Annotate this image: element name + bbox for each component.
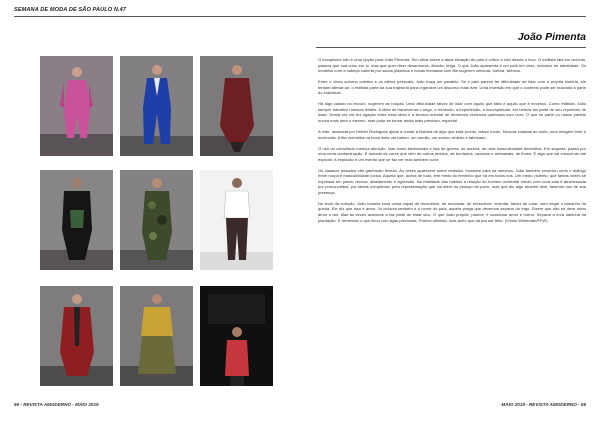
- article-paragraph-1: O escapismo não é uma opção para João Pimenta. Seu olhar sobre a atual situação do país é crítico e não desvia o foco. O estilista fala em ciclonia, palavra que sua criou em si, mas que quer dizer desarmonia, divisão, briga. O que João apresenta é um país em crise, inclusive de identidade. Os modelos com a cabeça coberta por sacos plásticos e bocas fechadas com fita sugerem censura, tortura, silêncio.: [318, 57, 586, 74]
- header-bar: [14, 6, 586, 18]
- runway-photo-5: [120, 170, 193, 270]
- header-divider: [14, 16, 586, 17]
- article-paragraph-2: Entre o clima soturno coletivo e os afetos pessoais, João traça um paralelo. Se o país parece ter dificuldade de lidar com a própria história, ele tentam alienar-se, o estilista parte da sua trajetória para organizar um discurso mais livre. Uma inversão em que o contexto pode ser buscado a partir do individual.: [318, 79, 586, 96]
- runway-look-burgundy-icon: [200, 56, 273, 156]
- runway-photo-grid: [40, 56, 280, 386]
- article-paragraph-6: Os casacos pesados vão ganhando leveza. Às vezes aparecem sobre vestidos, inclusive para os meninos. João também encerrou cedo o diálogo entre roupa e masculinidade tóxica. Aquela que, acima de tudo, tem medo do feminino que há em todos nós. Um medo violento, que tantas vezes se expressa em piada, recusa, afastamento e agressão. Na realidade das hábitos a relação do homem ocidental médio com uma saia é atravessada por preconceitos, por ideias complexas, pela representação que vai além do pedaço de pano, mas que diz algo através dele, fazendo uso de sua presença.: [318, 167, 586, 195]
- runway-photo-7: [40, 286, 113, 386]
- footer-left-page-label: 56 - REVISTA AMODERNO - MAIO 2019: [14, 402, 99, 407]
- title-divider: [316, 47, 586, 48]
- article-paragraph-7: No texto da coleção, João nomeia essa coisa capaz de reconstruir, de reconstar, de reescrever, inventar, talvez de curar, sem negar o tamanho da queda. Ele diz que isso é amor. Já ciclonia também é o nome do país, aquela praga que devemos separar do trigo. Dizem que não se deve rimar amor e dor. Mas às vezes acontece a faz parte do estar vivo. O que João propõe, parece, é ocasionar amor e horror. Separar a erva daninha da plantação. E remendar o que ficou com ligas preciosas. Parece otimista, mas acho que dá pra ser feito. (Vivian Whiteman/FFW): [318, 200, 586, 223]
- runway-look-blue-icon: [120, 56, 193, 156]
- article-paragraph-5: O uso do camuflado mereça atenção. Nas cores tradicionais e fala de guerra, de dureza, de uma masculinidade destrutiva. Em seguida, passa por uma certa contaminação. É tomado de cores que vêm de outros tecidos, de bordados, vazados e artesanais, de flores. É algo que vai crescendo até explodir. A explosão é um evento que se faz ver mas também ouvir.: [318, 145, 586, 162]
- runway-photo-8: [120, 286, 193, 386]
- runway-photo-1: [40, 56, 113, 156]
- article-paragraph-3: Há algo calado no escuro, sugerem as roupas. Uma dificuldade talvez de lidar com aquilo que falta e aquilo que é excesso. Como estilista, João sempre trabalhou nesses limites. A ideia de transformar o nego, o remendo, a imperfeição, a incompletude, em beleza faz parte de seu repertório de base. Desta vez ele fez ligação entre essa ideia e a técnica oriental de remendar cerâmica quebrada com ouro. O que se parte ou nasce partido nunca mais será o mesmo, mas pode se tornar ainda mais precioso, especial.: [318, 101, 586, 123]
- runway-look-white-shirt-icon: [200, 170, 273, 270]
- runway-look-red-coat-icon: [40, 286, 113, 386]
- runway-look-pink-icon: [40, 56, 113, 156]
- article-paragraph-4: A mãe, assinada por Helder Rodrigues ajuda a contar a história de algo que está pronto, talvez morto. Moscas coladas ao rosto, uma imagem forte e incômoda. A fita vermelha na boca imita um batom, um borrão, um sorriso sinistro e fabricado.: [318, 128, 586, 140]
- footer-right-page-label: MAIO 2019 - REVISTA AMODERNO - 55: [501, 402, 586, 407]
- runway-photo-3: [200, 56, 273, 156]
- runway-look-camouflage-icon: [120, 170, 193, 270]
- runway-finale-icon: [200, 286, 273, 386]
- runway-photo-6: [200, 170, 273, 270]
- article-body: [318, 57, 586, 229]
- runway-photo-2: [120, 56, 193, 156]
- runway-photo-9: [200, 286, 273, 386]
- article-title: João Pimenta: [517, 31, 586, 43]
- runway-photo-4: [40, 170, 113, 270]
- runway-look-black-icon: [40, 170, 113, 270]
- issue-label: SEMANA DE MODA DE SÃO PAULO N.47: [14, 7, 127, 13]
- runway-look-yellow-icon: [120, 286, 193, 386]
